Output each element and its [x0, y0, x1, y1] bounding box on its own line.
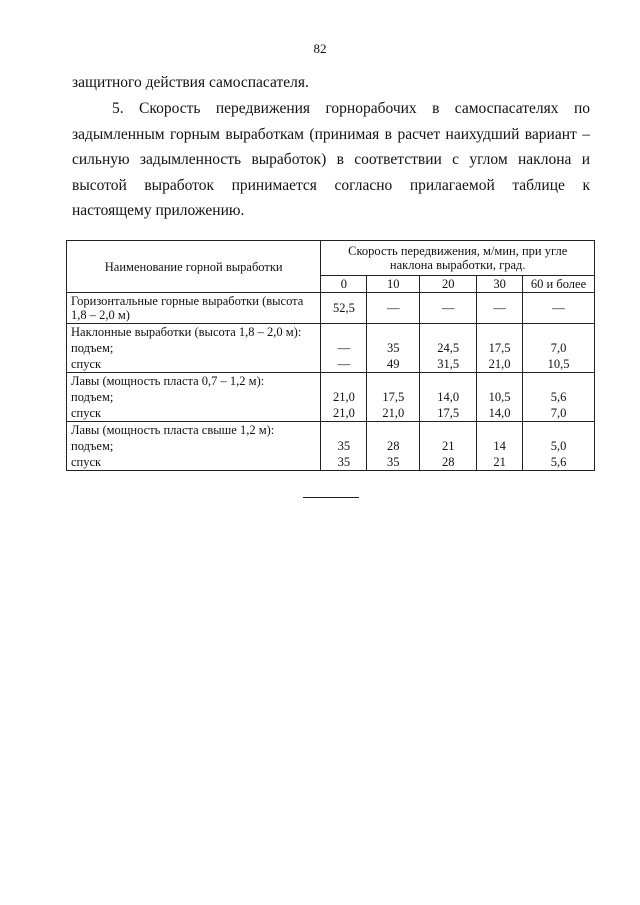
separator-line	[303, 497, 359, 498]
speed-value-cell: 21,0	[321, 389, 367, 405]
header-angle: 10	[367, 276, 420, 293]
empty-cell	[523, 373, 595, 390]
table-row	[67, 356, 595, 373]
header-angle: 60 и более	[523, 276, 595, 293]
speed-value-cell: 35	[367, 454, 420, 471]
table-group-title-row	[67, 373, 595, 390]
speed-value-cell: 49	[367, 356, 420, 373]
header-angle: 30	[477, 276, 523, 293]
empty-cell	[420, 422, 477, 439]
empty-cell	[523, 422, 595, 439]
page-number: 82	[313, 41, 327, 56]
speed-value-cell: 5,0	[523, 438, 595, 454]
speed-table	[66, 240, 595, 471]
speed-value-cell: 14,0	[477, 405, 523, 422]
header-workings-name: Наименование горной выработки	[67, 241, 321, 293]
speed-value-cell: 24,5	[420, 340, 477, 356]
row-name: подъем;	[67, 340, 321, 356]
table-row	[67, 340, 595, 356]
header-angle: 20	[420, 276, 477, 293]
empty-cell	[367, 373, 420, 390]
paragraph-item-5	[72, 96, 590, 224]
row-name: Горизонтальные горные выработки (высота 1,8 – 2,0 м)	[67, 293, 321, 324]
speed-value-cell: 5,6	[523, 389, 595, 405]
row-name: спуск	[67, 405, 321, 422]
speed-value-cell: 28	[367, 438, 420, 454]
header-speed: Скорость передвижения, м/мин, при угле наклона выработки, град.	[321, 241, 595, 276]
speed-value-cell: 28	[420, 454, 477, 471]
speed-value-cell: —	[321, 356, 367, 373]
row-name: спуск	[67, 356, 321, 373]
row-name: подъем;	[67, 438, 321, 454]
table-row	[67, 293, 595, 324]
paragraph-continuation: защитного действия самоспасателя.	[72, 74, 309, 91]
empty-cell	[321, 422, 367, 439]
table-group-title-row	[67, 324, 595, 341]
speed-value-cell: 21,0	[367, 405, 420, 422]
speed-value-cell: 17,5	[367, 389, 420, 405]
speed-value-cell: 35	[367, 340, 420, 356]
speed-value-cell: 17,5	[477, 340, 523, 356]
group-title: Лавы (мощность пласта 0,7 – 1,2 м):	[67, 373, 321, 390]
table-row	[67, 454, 595, 471]
empty-cell	[367, 324, 420, 341]
header-angle: 0	[321, 276, 367, 293]
empty-cell	[420, 324, 477, 341]
speed-value-cell: 5,6	[523, 454, 595, 471]
speed-value-cell: 17,5	[420, 405, 477, 422]
row-name: спуск	[67, 454, 321, 471]
empty-cell	[367, 422, 420, 439]
speed-value-cell: —	[523, 293, 595, 324]
table-row	[67, 389, 595, 405]
speed-value-cell: —	[321, 340, 367, 356]
speed-value-cell: —	[420, 293, 477, 324]
table-row	[67, 438, 595, 454]
table-group-title-row	[67, 422, 595, 439]
speed-value-cell: 14	[477, 438, 523, 454]
empty-cell	[420, 373, 477, 390]
speed-value-cell: —	[477, 293, 523, 324]
group-title: Наклонные выработки (высота 1,8 – 2,0 м):	[67, 324, 321, 341]
empty-cell	[523, 324, 595, 341]
speed-value-cell: 31,5	[420, 356, 477, 373]
table-body	[67, 293, 595, 471]
empty-cell	[321, 324, 367, 341]
row-name: подъем;	[67, 389, 321, 405]
speed-value-cell: 14,0	[420, 389, 477, 405]
speed-value-cell: 10,5	[523, 356, 595, 373]
speed-value-cell: 52,5	[321, 293, 367, 324]
group-title: Лавы (мощность пласта свыше 1,2 м):	[67, 422, 321, 439]
empty-cell	[477, 373, 523, 390]
speed-value-cell: 7,0	[523, 405, 595, 422]
speed-value-cell: 35	[321, 438, 367, 454]
table-row	[67, 405, 595, 422]
speed-value-cell: 21,0	[477, 356, 523, 373]
empty-cell	[321, 373, 367, 390]
empty-cell	[477, 324, 523, 341]
speed-value-cell: 7,0	[523, 340, 595, 356]
paragraph-item-5-text: 5. Скорость передвижения горнорабочих в самоспасателях по задымленным горным выработкам (принимая в расчет наихудший вариант – сильную задымленность выработок) в соответствии с углом наклона и высотой выработок принимается согласно прилагаемой таблице к настоящему приложению.	[72, 100, 590, 219]
speed-value-cell: 21	[420, 438, 477, 454]
empty-cell	[477, 422, 523, 439]
speed-value-cell: 35	[321, 454, 367, 471]
speed-value-cell: —	[367, 293, 420, 324]
speed-value-cell: 21	[477, 454, 523, 471]
speed-value-cell: 10,5	[477, 389, 523, 405]
speed-value-cell: 21,0	[321, 405, 367, 422]
